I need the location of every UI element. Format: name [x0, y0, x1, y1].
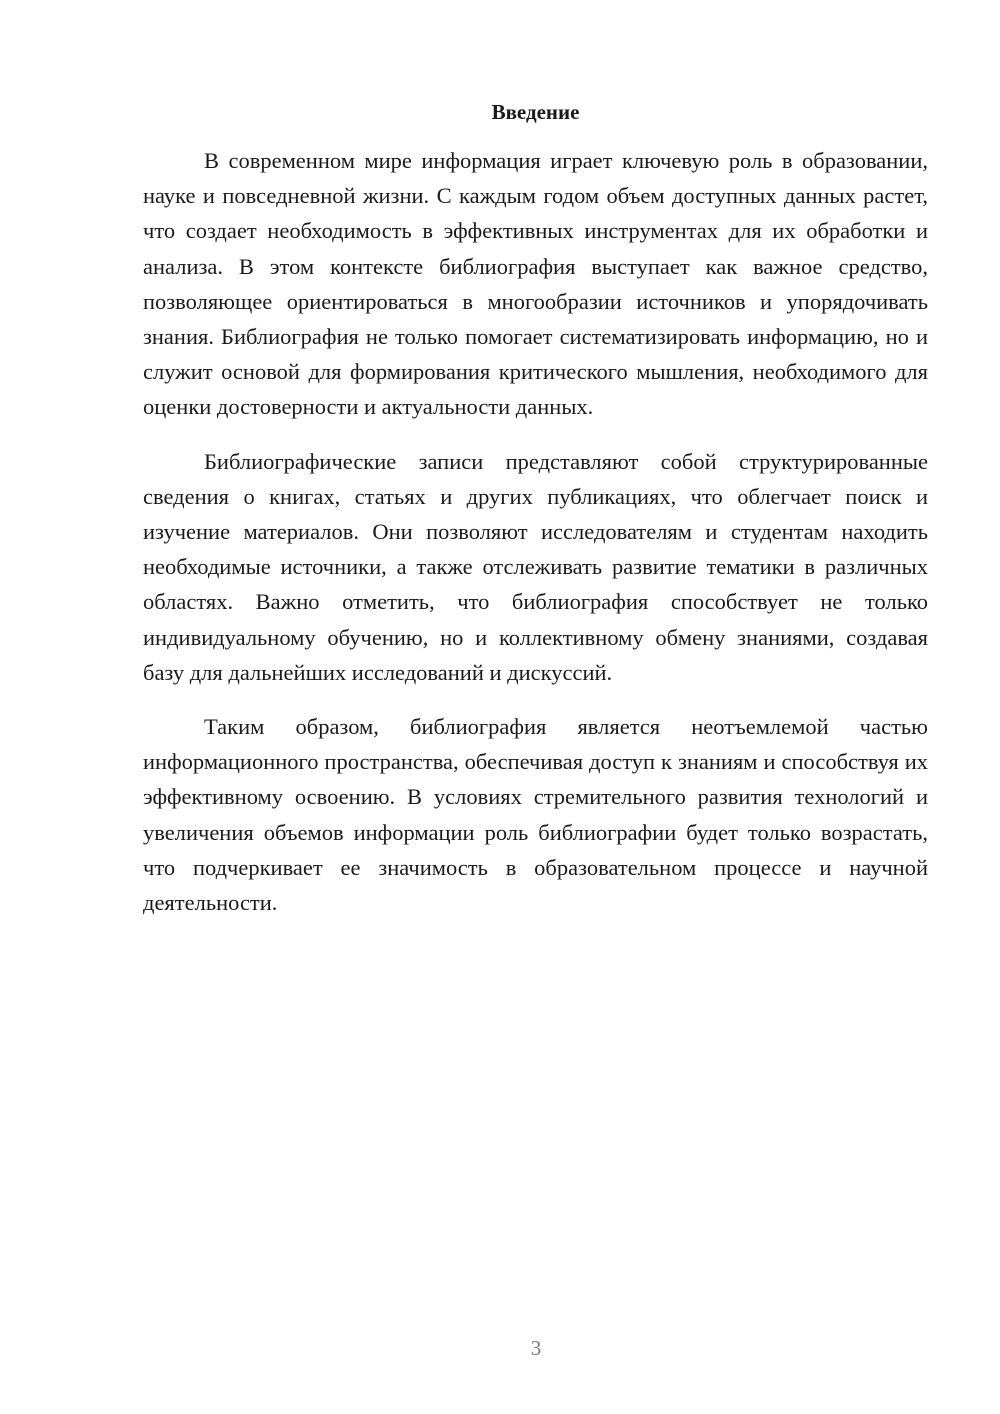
document-body [143, 143, 928, 920]
page-number: 3 [530, 1336, 542, 1360]
paragraph-conclusion: Таким образом, библиография является неотъемлемой частью информационного пространства, обеспечивая доступ к знаниям и способствуя их эффективному освоению. В условиях стремительного развития технологий и увеличения объемов информации роль библиографии будет только возрастать, что подчеркивает ее значимость в образовательном процессе и научной деятельности. [143, 714, 928, 916]
paragraph-bibliographic-records: Библиографические записи представляют собой структурированные сведения о книгах, статьях и других публикациях, что облегчает поиск и изучение материалов. Они позволяют исследователям и студентам находить необходимые источники, а также отслеживать развитие тематики в различных областях. Важно отметить, что библиография способствует не только индивидуальному обучению, но и коллективному обмену знаниями, создавая базу для дальнейших исследований и дискуссий. [143, 448, 928, 685]
paragraph-intro: В современном мире информация играет ключевую роль в образовании, науке и повседневной жизни. С каждым годом объем доступных данных растет, что создает необходимость в эффективных инструментах для их обработки и анализа. В этом контексте библиография выступает как важное средство, позволяющее ориентироваться в многообразии источников и упорядочивать знания. Библиография не только помогает систематизировать информацию, но и служит основой для формирования критического мышления, необходимого для оценки достоверности и актуальности данных. [143, 148, 928, 420]
page-title: Введение [491, 100, 580, 124]
